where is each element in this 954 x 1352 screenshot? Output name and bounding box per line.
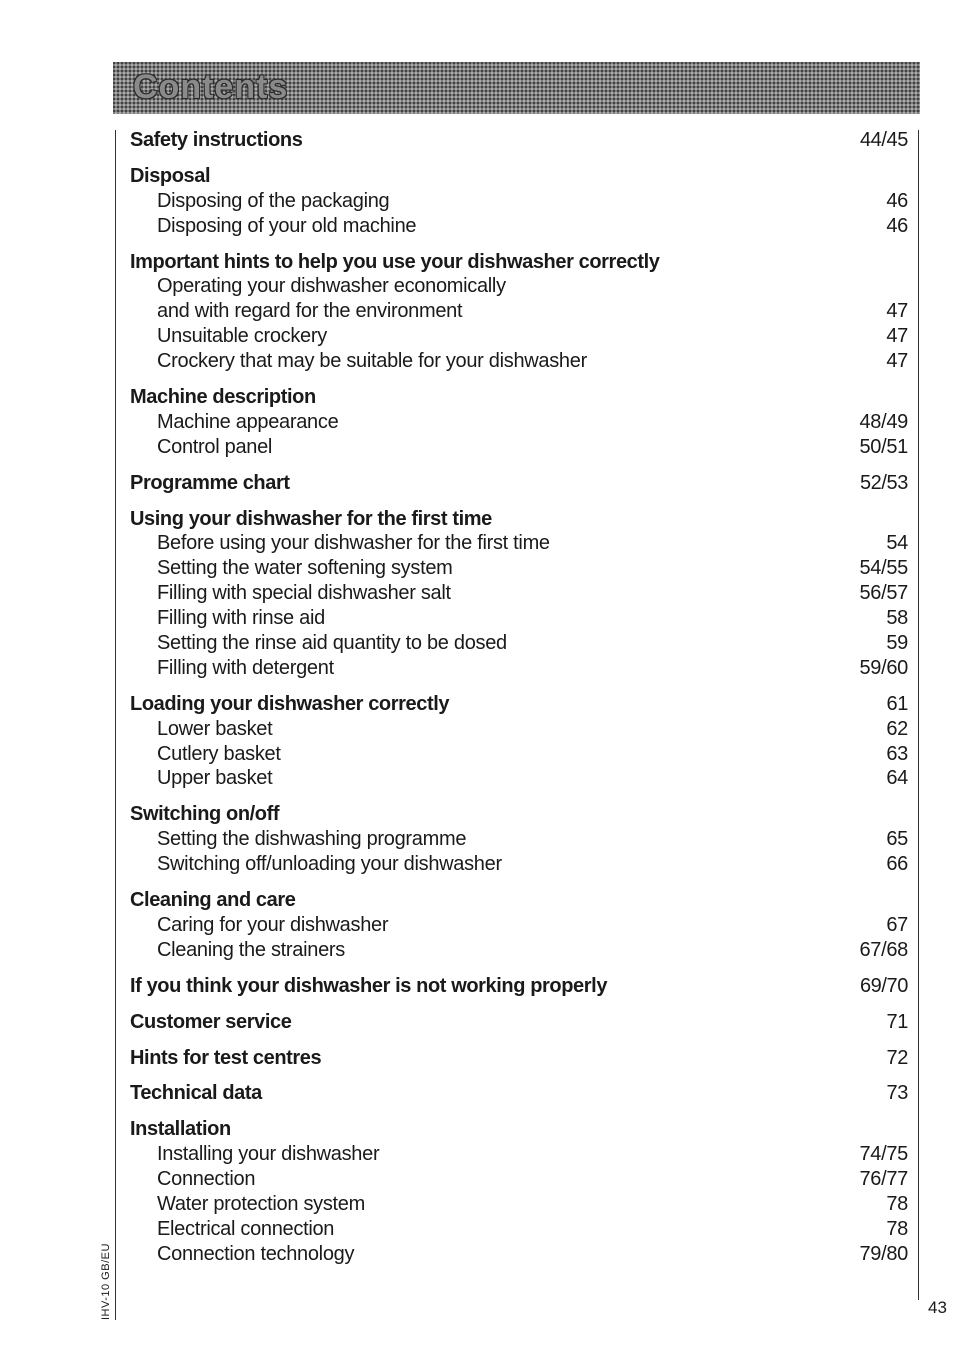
entry-page: 76/77 [859, 1168, 908, 1191]
entry-page: 47 [886, 350, 908, 373]
toc-entry [130, 1192, 908, 1217]
toc-section [130, 692, 908, 792]
toc-section-heading [130, 692, 908, 717]
entry-title: Operating your dishwasher economically [157, 275, 506, 298]
toc-section [130, 1117, 908, 1266]
entry-page: 46 [886, 189, 908, 212]
toc-section-heading [130, 164, 908, 189]
entry-page: 66 [886, 853, 908, 876]
toc-entry [130, 556, 908, 581]
section-page: 69/70 [859, 974, 908, 997]
toc-section-heading [130, 802, 908, 827]
section-title: Disposal [130, 164, 211, 187]
entry-title: Connection technology [157, 1242, 355, 1265]
entry-page: 64 [886, 767, 908, 790]
section-title: Loading your dishwasher correctly [130, 692, 450, 715]
entry-title: Filling with special dishwasher salt [157, 582, 451, 605]
section-title: Important hints to help you use your dishwasher correctly [130, 250, 660, 273]
entry-title: Electrical connection [157, 1217, 335, 1240]
toc-section-heading [130, 1010, 908, 1035]
entry-page: 59/60 [859, 656, 908, 679]
toc-entry [130, 1142, 908, 1167]
toc-entry [130, 827, 908, 852]
toc-section-heading [130, 1081, 908, 1106]
entry-page: 47 [886, 300, 908, 323]
toc-section [130, 1010, 908, 1035]
entry-title: Before using your dishwasher for the first time [157, 532, 550, 555]
section-page: 52/53 [859, 471, 908, 494]
entry-title: Setting the water softening system [157, 557, 453, 580]
entry-title: Disposing of the packaging [157, 189, 390, 212]
entry-page: 78 [886, 1217, 908, 1240]
entry-title: Unsuitable crockery [157, 325, 327, 348]
toc-section [130, 471, 908, 496]
entry-title: Lower basket [157, 717, 273, 740]
toc-section [130, 1046, 908, 1071]
entry-page: 54 [886, 532, 908, 555]
section-title: Installation [130, 1118, 231, 1141]
entry-title: Machine appearance [157, 410, 339, 433]
toc-section-heading [130, 974, 908, 999]
toc-entry [130, 766, 908, 791]
entry-page: 47 [886, 325, 908, 348]
toc-section-heading [130, 1117, 908, 1142]
section-page: 44/45 [859, 129, 908, 151]
toc-section-heading [130, 1046, 908, 1071]
toc-section-heading [130, 888, 908, 913]
toc-entry [130, 852, 908, 877]
toc-section [130, 250, 908, 374]
page-title: Contents [133, 68, 289, 106]
toc-entry [130, 274, 908, 299]
entry-page: 58 [886, 607, 908, 630]
toc-entry [130, 742, 908, 767]
section-page: 61 [886, 692, 908, 715]
toc-entry [130, 435, 908, 460]
toc-section [130, 128, 908, 153]
entry-title: Switching off/unloading your dishwasher [157, 853, 502, 876]
toc-entry [130, 410, 908, 435]
toc-section [130, 507, 908, 681]
entry-title: Disposing of your old machine [157, 214, 417, 237]
entry-page: 62 [886, 717, 908, 740]
entry-title: Upper basket [157, 767, 273, 790]
toc-section [130, 1081, 908, 1106]
entry-page: 79/80 [859, 1242, 908, 1265]
footer-code: IHV-10 GB/EU [100, 1243, 112, 1320]
toc-section [130, 974, 908, 999]
section-title: Using your dishwasher for the first time [130, 507, 492, 530]
entry-page: 46 [886, 214, 908, 237]
entry-page: 74/75 [859, 1143, 908, 1166]
entry-title: Setting the dishwashing programme [157, 828, 467, 851]
toc-section [130, 802, 908, 877]
section-title: Programme chart [130, 471, 290, 494]
contents-banner [113, 62, 920, 114]
entry-page: 67 [886, 913, 908, 936]
entry-page: 50/51 [859, 435, 908, 458]
left-rule [115, 130, 116, 1320]
section-title: Hints for test centres [130, 1046, 322, 1069]
section-page: 72 [886, 1046, 908, 1069]
toc-section-heading [130, 507, 908, 532]
section-title: Technical data [130, 1082, 262, 1105]
toc-section [130, 164, 908, 239]
toc-entry [130, 299, 908, 324]
entry-title: Cleaning the strainers [157, 938, 345, 961]
entry-page: 63 [886, 742, 908, 765]
toc-section-heading [130, 385, 908, 410]
section-title: Switching on/off [130, 803, 280, 826]
section-title: Cleaning and care [130, 889, 296, 912]
section-title: Customer service [130, 1010, 292, 1033]
right-rule [918, 130, 919, 1300]
toc-entry [130, 531, 908, 556]
section-page: 73 [886, 1082, 908, 1105]
toc-entry [130, 717, 908, 742]
toc-entry [130, 349, 908, 374]
toc-entry [130, 1242, 908, 1267]
entry-title: Installing your dishwasher [157, 1143, 380, 1166]
entry-page: 65 [886, 828, 908, 851]
toc-section-heading [130, 250, 908, 275]
entry-title: Water protection system [157, 1192, 365, 1215]
entry-title: Filling with detergent [157, 656, 334, 679]
toc-entry [130, 913, 908, 938]
page-number: 43 [928, 1298, 947, 1317]
toc-section [130, 888, 908, 963]
entry-title: Control panel [157, 435, 273, 458]
entry-title: Filling with rinse aid [157, 607, 325, 630]
toc-section-heading [130, 128, 908, 153]
toc-section [130, 385, 908, 460]
entry-title: Cutlery basket [157, 742, 281, 765]
toc-section-heading [130, 471, 908, 496]
entry-title: Crockery that may be suitable for your dishwasher [157, 350, 587, 373]
section-title: Machine description [130, 386, 316, 409]
section-title: Safety instructions [130, 129, 303, 151]
toc-entry [130, 189, 908, 214]
toc-entry [130, 1217, 908, 1242]
toc-entry [130, 656, 908, 681]
toc-entry [130, 631, 908, 656]
toc-entry [130, 938, 908, 963]
entry-page: 67/68 [859, 938, 908, 961]
section-page: 71 [886, 1010, 908, 1033]
toc-entry [130, 606, 908, 631]
toc-entry [130, 581, 908, 606]
toc-entry [130, 1167, 908, 1192]
entry-title: Setting the rinse aid quantity to be dosed [157, 632, 507, 655]
entry-page: 78 [886, 1192, 908, 1215]
entry-page: 56/57 [859, 582, 908, 605]
toc-entry [130, 324, 908, 349]
toc-entry [130, 214, 908, 239]
section-title: If you think your dishwasher is not working properly [130, 974, 608, 997]
entry-title: Connection [157, 1168, 256, 1191]
entry-title: and with regard for the environment [157, 300, 463, 323]
entry-title: Caring for your dishwasher [157, 913, 389, 936]
entry-page: 59 [886, 632, 908, 655]
entry-page: 54/55 [859, 557, 908, 580]
entry-page: 48/49 [859, 410, 908, 433]
table-of-contents [130, 128, 908, 1278]
